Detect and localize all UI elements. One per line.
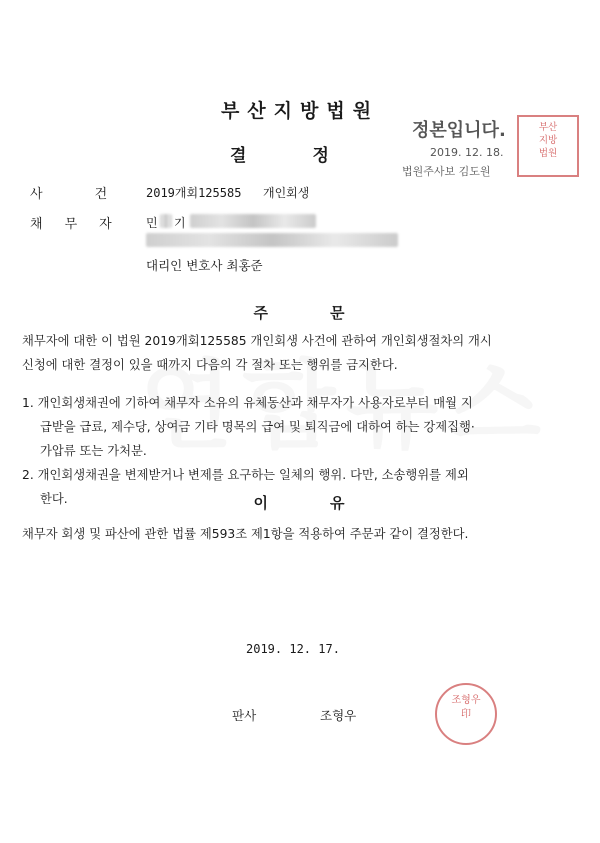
- order-item-1-line-1: 1. 개인회생채권에 기하여 채무자 소유의 유체동산과 채무자가 사용자로부터 매월 지: [22, 396, 473, 410]
- doc-type-char-2: 정: [312, 146, 329, 166]
- debtor-name-mid: 기: [174, 216, 186, 230]
- representative: 대리인 변호사 최홍준: [146, 258, 263, 273]
- case-number: 2019개회125585: [146, 186, 242, 200]
- certification-date: 2019. 12. 18.: [430, 146, 504, 159]
- case-label-char-2: 건: [94, 187, 108, 202]
- certification-text: 정본입니다.: [412, 120, 506, 141]
- order-heading: [0, 302, 600, 323]
- order-intro-line-2: 신청에 대한 결정이 있을 때까지 다음의 각 절차 또는 행위를 금지한다.: [22, 358, 398, 372]
- order-heading-char-1: 주: [253, 304, 270, 322]
- order-item-1-line-3: 가압류 또는 가처분.: [40, 444, 147, 458]
- certification-clerk: 법원주사보 김도원: [402, 165, 491, 178]
- doc-type-char-1: 결: [230, 146, 247, 166]
- document-type: [230, 141, 395, 166]
- debtor-label-char-1: 채: [30, 217, 43, 232]
- case-label-char-1: 사: [30, 187, 43, 202]
- judge-name: 조형우: [320, 708, 357, 723]
- redaction-block: [190, 214, 316, 228]
- order-item-1-line-2: 급받을 급료, 제수당, 상여금 기타 명목의 급여 및 퇴직금에 대하여 하는 강제집행·: [40, 420, 475, 434]
- case-type: 개인회생: [263, 186, 310, 200]
- debtor-label-char-3: 자: [99, 217, 112, 232]
- court-seal: 부산 지방 법원: [517, 115, 579, 177]
- order-item-2-line-2: 한다.: [40, 492, 68, 506]
- judge-seal: 조형우 印: [435, 683, 497, 745]
- order-heading-char-2: 문: [330, 304, 347, 322]
- case-label: [30, 183, 107, 202]
- reason-heading-char-2: 유: [330, 494, 347, 512]
- redaction-block: [146, 233, 398, 247]
- debtor-label: [30, 213, 112, 232]
- redaction-block: [160, 214, 172, 228]
- judge-label: 판사: [232, 708, 257, 723]
- reason-heading-char-1: 이: [253, 494, 270, 512]
- reason-heading: [0, 492, 600, 513]
- order-item-2-line-1: 2. 개인회생채권을 변제받거나 변제를 요구하는 일체의 행위. 다만, 소송행위를 제외: [22, 468, 469, 482]
- debtor-name-prefix: 민: [146, 216, 158, 230]
- debtor-label-char-2: 무: [64, 217, 78, 232]
- decision-date: 2019. 12. 17.: [246, 642, 340, 656]
- court-name: 부산지방법원: [220, 100, 380, 122]
- reason-text: 채무자 회생 및 파산에 관한 법률 제593조 제1항을 적용하여 주문과 같이 결정한다.: [22, 527, 469, 541]
- order-intro-line-1: 채무자에 대한 이 법원 2019개회125585 개인회생 사건에 관하여 개인회생절차의 개시: [22, 334, 492, 348]
